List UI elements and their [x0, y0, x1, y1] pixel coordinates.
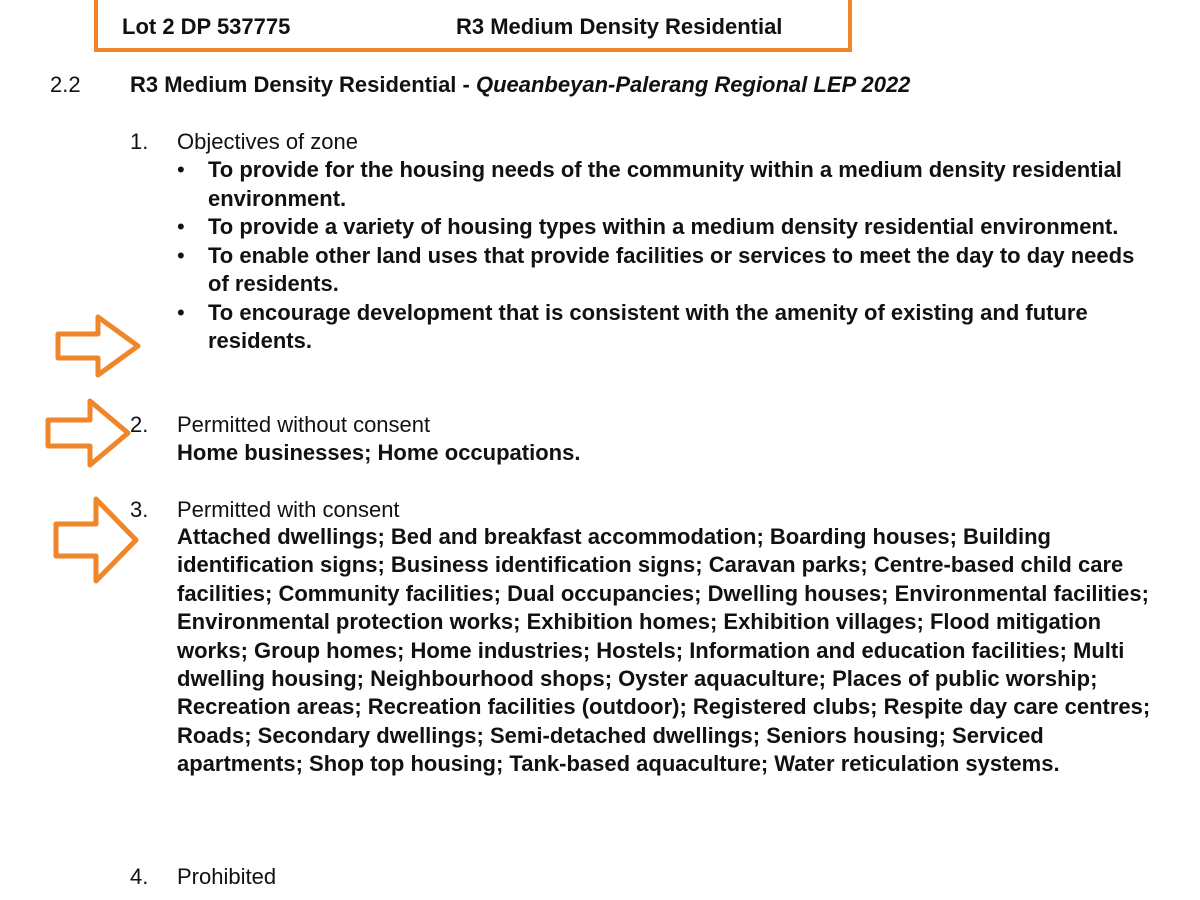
objectives-list [177, 156, 1157, 356]
section-number: 2.2 [50, 72, 81, 97]
objective-item: • To encourage development that is consistent with the amenity of existing and future residents. [177, 299, 1157, 356]
lot-highlight-box [94, 0, 852, 52]
objective-item: • To provide for the housing needs of the community within a medium density residential environment. [177, 156, 1157, 213]
item-3-heading: Permitted with consent [177, 497, 400, 522]
lot-zone-name: R3 Medium Density Residential [456, 14, 783, 39]
permitted-with-consent-text: Attached dwellings; Bed and breakfast accommodation; Boarding houses; Building identification signs; Business identification signs; Caravan parks; Centre-based child care facilities; Community facilities; Dual occupancies; Dwelling houses; Environmental facilities; Environmental protection works; Exhibition homes; Exhibition villages; Flood mitigation works; Group homes; Home industries; Hostels; Information and education facilities; Multi dwelling housing; Neighbourhood shops; Oyster aquaculture; Places of public worship; Recreation areas; Recreation facilities (outdoor); Registered clubs; Respite day care centres; Roads; Secondary dwellings; Semi-detached dwellings; Seniors housing; Serviced apartments; Shop top housing; Tank-based aquaculture; Water reticulation systems. [177, 524, 1151, 777]
section-title [130, 72, 910, 98]
orange-arrow-icon [42, 396, 134, 470]
item-2-heading: Permitted without consent [177, 412, 431, 437]
objective-item: • To provide a variety of housing types within a medium density residential environment. [177, 213, 1157, 242]
permitted-without-consent-text: Home businesses; Home occupations. [177, 440, 581, 465]
section-zone-title: R3 Medium Density Residential - [130, 72, 476, 97]
orange-arrow-icon [52, 312, 144, 380]
objective-item: • To enable other land uses that provide facilities or services to meet the day to day needs of residents. [177, 242, 1157, 299]
orange-arrow-icon [50, 494, 142, 586]
item-4-number: 4. [130, 864, 149, 889]
item-2-number: 2. [130, 412, 149, 437]
item-3-number: 3. [130, 497, 149, 522]
item-4-heading: Prohibited [177, 864, 277, 889]
item-1-heading: Objectives of zone [177, 129, 358, 154]
section-law-name: Queanbeyan-Palerang Regional LEP 2022 [475, 72, 911, 97]
lot-identifier: Lot 2 DP 537775 [122, 14, 291, 39]
item-1-number: 1. [130, 129, 149, 154]
